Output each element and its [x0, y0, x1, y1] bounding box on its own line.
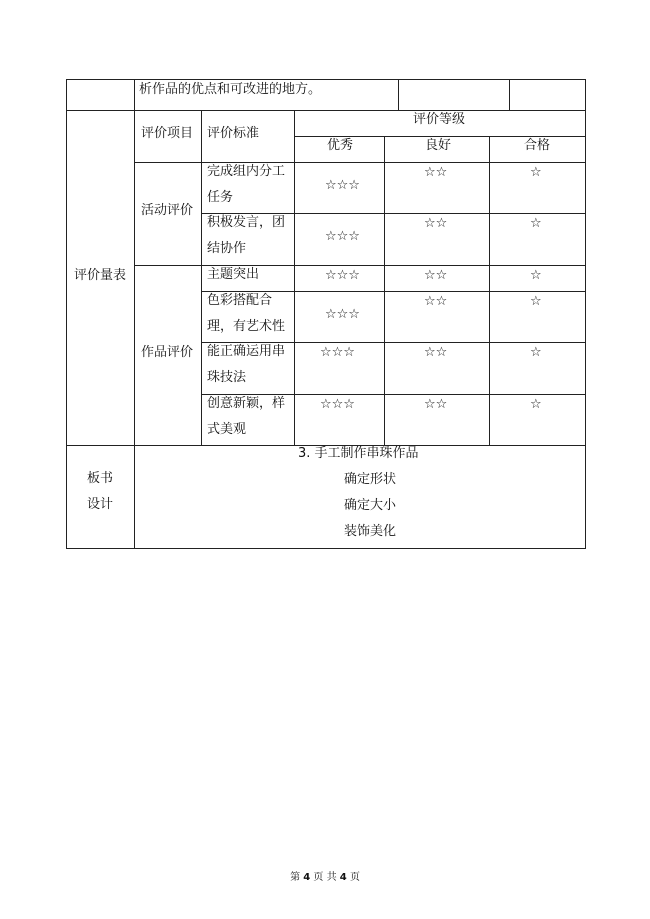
board-line: 装饰美化 — [344, 524, 397, 539]
footer-suffix: 页 — [349, 872, 360, 883]
table-border-left — [66, 79, 67, 549]
header-item: 评价项目 — [141, 126, 194, 141]
footer-mid: 页 共 — [313, 872, 337, 883]
page-footer — [0, 868, 650, 883]
criterion-line: 创意新颖，样 — [207, 396, 286, 411]
rating-excellent: ☆☆☆ — [325, 268, 360, 283]
board-label-line2: 设计 — [87, 497, 114, 512]
footer-total-pages: 4 — [339, 872, 347, 883]
board-line: 确定大小 — [344, 498, 397, 513]
table-row-divider — [66, 110, 586, 111]
table-border-right — [585, 79, 586, 549]
rating-good: ☆☆ — [424, 345, 448, 360]
table-border-bottom — [66, 548, 586, 549]
table-col-divider — [384, 136, 385, 445]
group-name-work: 作品评价 — [141, 345, 194, 360]
rating-excellent: ☆☆☆ — [320, 397, 355, 412]
criterion-line: 色彩搭配合 — [207, 293, 273, 308]
criterion-line: 珠技法 — [207, 370, 247, 385]
table-col-divider — [294, 110, 295, 445]
criterion-line: 任务 — [207, 190, 234, 205]
rating-pass: ☆ — [530, 294, 542, 309]
header-pass: 合格 — [524, 138, 551, 153]
criterion-line: 积极发言，团 — [207, 215, 286, 230]
rating-pass: ☆ — [530, 345, 542, 360]
board-line: 3. 手工制作串珠作品 — [298, 446, 419, 461]
criterion-line: 主题突出 — [207, 267, 260, 282]
header-grade: 评价等级 — [413, 112, 466, 127]
board-line: 确定形状 — [344, 472, 397, 487]
group-name-activity: 活动评价 — [141, 203, 194, 218]
footer-page-number: 4 — [303, 872, 311, 883]
table-col-divider — [201, 110, 202, 445]
table-col-divider — [398, 79, 399, 110]
board-label-line1: 板书 — [87, 471, 114, 486]
criterion-line: 结协作 — [207, 241, 247, 256]
rating-good: ☆☆ — [424, 165, 448, 180]
rating-pass: ☆ — [530, 216, 542, 231]
rating-pass: ☆ — [530, 397, 542, 412]
criterion-line: 能正确运用串 — [207, 344, 286, 359]
rating-excellent: ☆☆☆ — [325, 229, 360, 244]
table-col-divider — [509, 79, 510, 110]
rating-good: ☆☆ — [424, 268, 448, 283]
rating-pass: ☆ — [530, 165, 542, 180]
rating-good: ☆☆ — [424, 294, 448, 309]
criterion-line: 理，有艺术性 — [207, 319, 286, 334]
table-col-divider — [489, 136, 490, 445]
rating-good: ☆☆ — [424, 397, 448, 412]
rating-excellent: ☆☆☆ — [325, 307, 360, 322]
header-good: 良好 — [425, 138, 452, 153]
footer-prefix: 第 — [290, 872, 301, 883]
table-col-divider — [134, 79, 135, 549]
rating-excellent: ☆☆☆ — [325, 178, 360, 193]
rating-good: ☆☆ — [424, 216, 448, 231]
top-row-text: 析作品的优点和可改进的地方。 — [139, 82, 322, 97]
header-standard: 评价标准 — [207, 126, 260, 141]
rating-pass: ☆ — [530, 268, 542, 283]
criterion-line: 完成组内分工 — [207, 164, 286, 179]
criterion-line: 式美观 — [207, 422, 247, 437]
section-label: 评价量表 — [74, 268, 127, 283]
header-excellent: 优秀 — [327, 138, 354, 153]
rating-excellent: ☆☆☆ — [320, 345, 355, 360]
